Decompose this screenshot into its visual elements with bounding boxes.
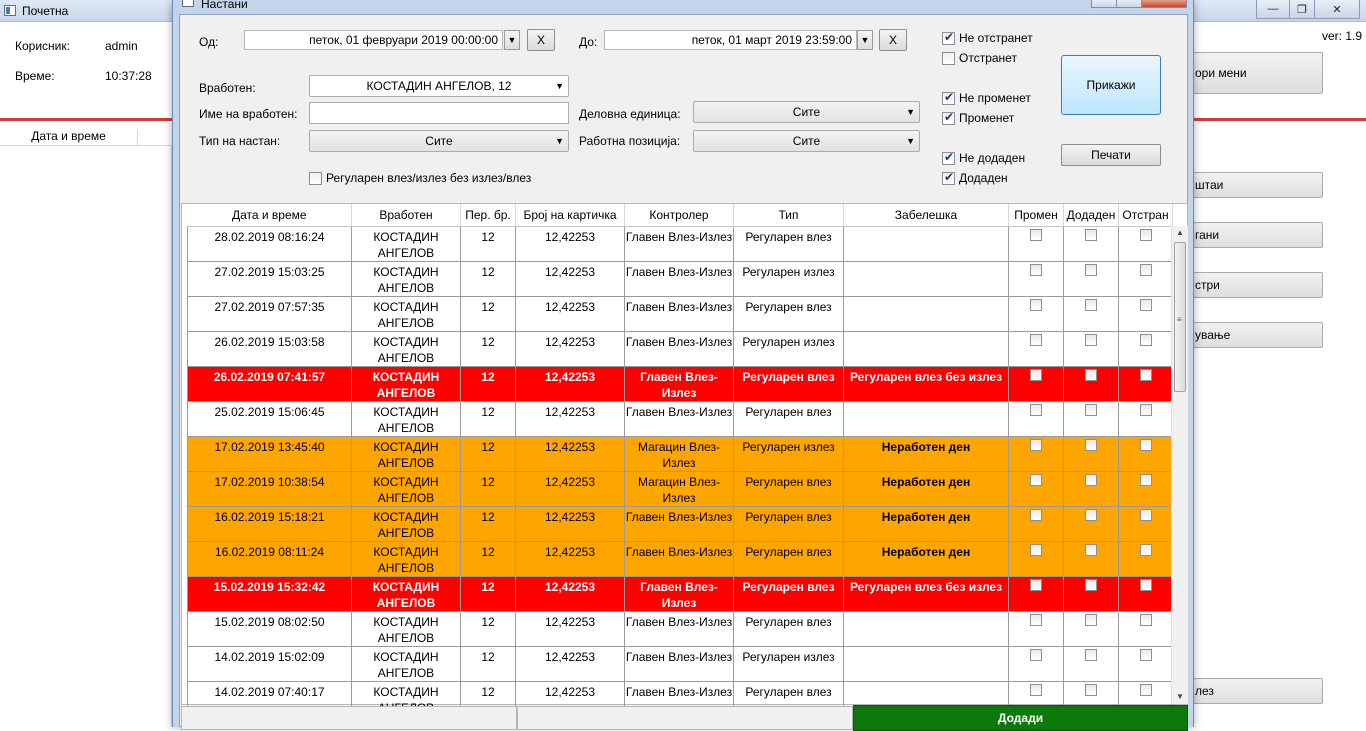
- cell-type: Регуларен влез: [734, 681, 844, 716]
- table-row[interactable]: [188, 296, 1173, 331]
- print-button[interactable]: Печати: [1061, 144, 1161, 166]
- cell-employee: КОСТАДИН АНГЕЛОВ: [352, 471, 461, 506]
- cell-note: Неработен ден: [844, 506, 1009, 541]
- column-header-type[interactable]: Тип: [734, 204, 844, 226]
- removed-checkbox[interactable]: [1140, 404, 1152, 416]
- cell-changed: [1009, 611, 1064, 646]
- main-menu-button[interactable]: [1186, 52, 1323, 94]
- cell-personal-number: 12: [461, 226, 516, 261]
- side-button-1[interactable]: [1186, 172, 1323, 198]
- cell-controller: Главен Влез-Излез: [625, 331, 734, 366]
- not-added-checkbox-label: Не додаден: [959, 151, 1026, 165]
- maximize-icon[interactable]: ❐: [1289, 0, 1315, 19]
- cell-added: [1064, 436, 1119, 471]
- cell-added: [1064, 646, 1119, 681]
- cell-datetime: 17.02.2019 13:45:40: [188, 436, 352, 471]
- add-button[interactable]: Додади: [853, 705, 1188, 731]
- cell-note: [844, 646, 1009, 681]
- added-checkbox[interactable]: [1085, 509, 1097, 521]
- cell-added: [1064, 611, 1119, 646]
- removed-checkbox[interactable]: [1140, 369, 1152, 381]
- cell-employee: КОСТАДИН АНГЕЛОВ: [352, 506, 461, 541]
- cell-type: Регуларен влез: [734, 401, 844, 436]
- cell-personal-number: 12: [461, 296, 516, 331]
- removed-checkbox[interactable]: [1140, 334, 1152, 346]
- cell-personal-number: 12: [461, 576, 516, 611]
- cell-card-number: 12,42253: [516, 226, 625, 261]
- table-row[interactable]: [188, 541, 1173, 576]
- cell-controller: Магацин Влез-Излез: [625, 471, 734, 506]
- checkbox-box[interactable]: [942, 52, 955, 65]
- side-button-3-label: стри: [1195, 278, 1220, 292]
- changed-checkbox[interactable]: [1030, 649, 1042, 661]
- employee-label: Вработен:: [199, 81, 256, 95]
- cell-employee: КОСТАДИН АНГЕЛОВ: [352, 401, 461, 436]
- cell-changed: [1009, 506, 1064, 541]
- from-date-dropdown-icon[interactable]: ▼: [504, 30, 520, 50]
- work-position-select[interactable]: [693, 130, 920, 152]
- cell-datetime: 14.02.2019 07:40:17: [188, 681, 352, 716]
- cell-removed: [1119, 401, 1173, 436]
- column-header-added[interactable]: Додаден: [1064, 204, 1119, 226]
- dialog-close-icon[interactable]: [1141, 0, 1187, 8]
- cell-controller: Главен Влез-Излез: [625, 296, 734, 331]
- added-checkbox-label: Додаден: [959, 171, 1008, 185]
- cell-employee: КОСТАДИН АНГЕЛОВ: [352, 646, 461, 681]
- cell-personal-number: 12: [461, 471, 516, 506]
- side-button-5-label: лез: [1195, 684, 1214, 698]
- added-checkbox[interactable]: [1085, 439, 1097, 451]
- grid-header-row: [188, 204, 1173, 226]
- column-header-note[interactable]: Забелешка: [844, 204, 1009, 226]
- user-label: Корисник:: [15, 39, 70, 53]
- removed-checkbox[interactable]: [1140, 544, 1152, 556]
- cell-removed: [1119, 471, 1173, 506]
- business-unit-select-value: Сите: [792, 105, 821, 119]
- work-position-label: Работна позиција:: [579, 134, 681, 148]
- clear-from-button[interactable]: X: [527, 29, 555, 51]
- table-row[interactable]: [188, 261, 1173, 296]
- changed-checkbox[interactable]: [1030, 544, 1042, 556]
- checkbox-box[interactable]: [942, 32, 955, 45]
- regular-inout-checkbox[interactable]: [309, 171, 531, 185]
- removed-checkbox[interactable]: [1140, 439, 1152, 451]
- added-checkbox[interactable]: [1085, 579, 1097, 591]
- cell-added: [1064, 366, 1119, 401]
- cell-type: Регуларен влез: [734, 296, 844, 331]
- cell-note: [844, 331, 1009, 366]
- events-table: [187, 204, 1173, 717]
- cell-changed: [1009, 541, 1064, 576]
- main-window-title: Почетна: [22, 4, 69, 18]
- table-row[interactable]: [188, 506, 1173, 541]
- cell-personal-number: 12: [461, 506, 516, 541]
- cell-removed: [1119, 226, 1173, 261]
- cell-added: [1064, 541, 1119, 576]
- app-window-icon: [4, 5, 16, 16]
- main-grid-body: [0, 146, 172, 727]
- added-checkbox[interactable]: [1085, 264, 1097, 276]
- cell-personal-number: 12: [461, 436, 516, 471]
- cell-note: Регуларен влез без излез: [844, 366, 1009, 401]
- cell-removed: [1119, 331, 1173, 366]
- cell-personal-number: 12: [461, 611, 516, 646]
- cell-datetime: 16.02.2019 08:11:24: [188, 541, 352, 576]
- removed-checkbox[interactable]: [1140, 579, 1152, 591]
- cell-personal-number: 12: [461, 261, 516, 296]
- cell-added: [1064, 506, 1119, 541]
- cell-changed: [1009, 261, 1064, 296]
- cell-card-number: 12,42253: [516, 436, 625, 471]
- cell-added: [1064, 296, 1119, 331]
- scrollbar-thumb[interactable]: [1174, 242, 1186, 392]
- cell-employee: КОСТАДИН АНГЕЛОВ: [352, 366, 461, 401]
- changed-checkbox[interactable]: [1030, 614, 1042, 626]
- cell-employee: КОСТАДИН АНГЕЛОВ: [352, 576, 461, 611]
- not-added-checkbox[interactable]: [942, 151, 1025, 165]
- grid-vertical-scrollbar[interactable]: [1171, 226, 1188, 704]
- cell-datetime: 27.02.2019 15:03:25: [188, 261, 352, 296]
- cell-note: [844, 226, 1009, 261]
- cell-changed: [1009, 576, 1064, 611]
- cell-type: Регуларен влез: [734, 541, 844, 576]
- removed-checkbox-label: Отстранет: [959, 51, 1017, 65]
- changed-checkbox-label: Променет: [959, 111, 1015, 125]
- to-date-picker[interactable]: петок, 01 март 2019 23:59:00: [604, 30, 857, 50]
- changed-checkbox[interactable]: [1030, 579, 1042, 591]
- table-row[interactable]: [188, 576, 1173, 611]
- column-header-removed[interactable]: Отстран: [1119, 204, 1173, 226]
- added-checkbox[interactable]: [1085, 684, 1097, 696]
- cell-type: Регуларен излез: [734, 331, 844, 366]
- removed-checkbox[interactable]: [1140, 299, 1152, 311]
- cell-type: Регуларен влез: [734, 366, 844, 401]
- dialog-title: Настани: [201, 0, 248, 11]
- not-changed-checkbox-label: Не променет: [959, 91, 1031, 105]
- checkbox-box[interactable]: [942, 92, 955, 105]
- grid-body: [188, 226, 1173, 716]
- regular-inout-checkbox-label: Регуларен влез/излез без излез/влез: [326, 171, 532, 185]
- cell-card-number: 12,42253: [516, 576, 625, 611]
- cell-removed: [1119, 506, 1173, 541]
- cell-note: [844, 611, 1009, 646]
- added-checkbox[interactable]: [1085, 544, 1097, 556]
- not-removed-checkbox[interactable]: [942, 31, 1033, 45]
- cell-card-number: 12,42253: [516, 541, 625, 576]
- to-date-dropdown-icon[interactable]: ▼: [857, 30, 873, 50]
- column-header-personal-number[interactable]: Пер. бр.: [461, 204, 516, 226]
- employee-name-label: Име на вработен:: [199, 107, 298, 121]
- cell-card-number: 12,42253: [516, 261, 625, 296]
- cell-employee: КОСТАДИН АНГЕЛОВ: [352, 436, 461, 471]
- changed-checkbox[interactable]: [1030, 299, 1042, 311]
- removed-checkbox[interactable]: [1140, 509, 1152, 521]
- changed-checkbox[interactable]: [1030, 439, 1042, 451]
- changed-checkbox[interactable]: [1030, 369, 1042, 381]
- added-checkbox[interactable]: [1085, 404, 1097, 416]
- clear-to-button[interactable]: X: [879, 29, 907, 51]
- side-button-1-label: штаи: [1195, 178, 1224, 192]
- changed-checkbox[interactable]: [1030, 684, 1042, 696]
- cell-datetime: 27.02.2019 07:57:35: [188, 296, 352, 331]
- cell-added: [1064, 576, 1119, 611]
- removed-checkbox[interactable]: [1140, 649, 1152, 661]
- cell-controller: Магацин Влез-Излез: [625, 436, 734, 471]
- cell-card-number: 12,42253: [516, 401, 625, 436]
- cell-changed: [1009, 366, 1064, 401]
- cell-personal-number: 12: [461, 401, 516, 436]
- changed-checkbox[interactable]: [1030, 334, 1042, 346]
- side-button-4-label: ување: [1195, 328, 1231, 342]
- event-type-label: Тип на настан:: [199, 134, 281, 148]
- table-row[interactable]: [188, 366, 1173, 401]
- cell-added: [1064, 226, 1119, 261]
- chevron-down-icon: ▼: [555, 81, 564, 91]
- cell-note: Регуларен влез без излез: [844, 576, 1009, 611]
- removed-checkbox[interactable]: [1140, 684, 1152, 696]
- cell-controller: Главен Влез-Излез: [625, 366, 734, 401]
- cell-note: [844, 261, 1009, 296]
- cell-changed: [1009, 296, 1064, 331]
- chevron-down-icon: ▼: [906, 136, 915, 146]
- added-checkbox[interactable]: [942, 171, 1008, 185]
- close-icon[interactable]: ✕: [1314, 0, 1360, 19]
- time-label: Време:: [15, 69, 55, 83]
- work-position-select-value: Сите: [792, 134, 821, 148]
- event-type-select-value: Сите: [425, 134, 453, 148]
- cell-removed: [1119, 296, 1173, 331]
- cell-employee: КОСТАДИН АНГЕЛОВ: [352, 611, 461, 646]
- footer-cell-middle: [517, 706, 853, 730]
- cell-added: [1064, 261, 1119, 296]
- to-label: До:: [579, 35, 598, 49]
- dialog-maximize-icon[interactable]: [1116, 0, 1142, 8]
- added-checkbox[interactable]: [1085, 649, 1097, 661]
- version-label: ver: 1.9: [1322, 29, 1363, 43]
- cell-card-number: 12,42253: [516, 366, 625, 401]
- removed-checkbox[interactable]: [1140, 229, 1152, 241]
- scroll-up-icon[interactable]: ▲: [1176, 228, 1184, 237]
- column-header-datetime[interactable]: Дата и време: [188, 204, 352, 226]
- cell-removed: [1119, 576, 1173, 611]
- cell-type: Регуларен влез: [734, 576, 844, 611]
- cell-employee: КОСТАДИН АНГЕЛОВ: [352, 541, 461, 576]
- checkbox-box[interactable]: [942, 172, 955, 185]
- cell-controller: Главен Влез-Излез: [625, 506, 734, 541]
- added-checkbox[interactable]: [1085, 299, 1097, 311]
- table-row[interactable]: [188, 401, 1173, 436]
- cell-type: Регуларен влез: [734, 506, 844, 541]
- added-checkbox[interactable]: [1085, 229, 1097, 241]
- cell-controller: Главен Влез-Излез: [625, 261, 734, 296]
- table-row[interactable]: [188, 436, 1173, 471]
- cell-datetime: 14.02.2019 15:02:09: [188, 646, 352, 681]
- minimize-icon[interactable]: —: [1256, 0, 1290, 19]
- cell-removed: [1119, 261, 1173, 296]
- table-row[interactable]: [188, 331, 1173, 366]
- cell-note: [844, 401, 1009, 436]
- cell-added: [1064, 401, 1119, 436]
- removed-checkbox[interactable]: [1140, 474, 1152, 486]
- checkbox-box[interactable]: [942, 152, 955, 165]
- table-row[interactable]: [188, 611, 1173, 646]
- dialog-minimize-icon[interactable]: [1091, 0, 1117, 8]
- cell-card-number: 12,42253: [516, 471, 625, 506]
- footer-cell-left: [181, 706, 517, 730]
- cell-changed: [1009, 401, 1064, 436]
- cell-removed: [1119, 646, 1173, 681]
- cell-personal-number: 12: [461, 541, 516, 576]
- checkbox-box[interactable]: [309, 172, 322, 185]
- added-checkbox[interactable]: [1085, 369, 1097, 381]
- cell-type: Регуларен излез: [734, 436, 844, 471]
- cell-controller: Главен Влез-Излез: [625, 646, 734, 681]
- from-label: Од:: [199, 35, 219, 49]
- side-button-4[interactable]: [1186, 322, 1323, 348]
- column-header-card-number[interactable]: Број на картичка: [516, 204, 625, 226]
- cell-card-number: 12,42253: [516, 681, 625, 716]
- dialog-client-area: [179, 14, 1188, 727]
- cell-controller: Главен Влез-Излез: [625, 541, 734, 576]
- employee-select[interactable]: [309, 75, 569, 97]
- cell-note: Неработен ден: [844, 436, 1009, 471]
- time-value: 10:37:28: [105, 69, 152, 83]
- column-header-employee[interactable]: Вработен: [352, 204, 461, 226]
- changed-checkbox[interactable]: [942, 111, 1014, 125]
- added-checkbox[interactable]: [1085, 334, 1097, 346]
- main-grid-header: [0, 124, 172, 146]
- user-value: admin: [105, 39, 138, 53]
- cell-added: [1064, 331, 1119, 366]
- cell-card-number: 12,42253: [516, 296, 625, 331]
- cell-type: Регуларен влез: [734, 226, 844, 261]
- removed-checkbox[interactable]: [1140, 614, 1152, 626]
- cell-type: Регуларен излез: [734, 646, 844, 681]
- events-grid: [181, 203, 1188, 705]
- added-checkbox[interactable]: [1085, 614, 1097, 626]
- business-unit-select[interactable]: [693, 101, 920, 123]
- added-checkbox[interactable]: [1085, 474, 1097, 486]
- side-button-3[interactable]: [1186, 272, 1323, 298]
- cell-employee: КОСТАДИН АНГЕЛОВ: [352, 331, 461, 366]
- not-removed-checkbox-label: Не отстранет: [959, 31, 1033, 45]
- cell-datetime: 16.02.2019 15:18:21: [188, 506, 352, 541]
- cell-added: [1064, 471, 1119, 506]
- cell-note: Неработен ден: [844, 471, 1009, 506]
- cell-controller: Главен Влез-Излез: [625, 681, 734, 716]
- cell-changed: [1009, 646, 1064, 681]
- cell-removed: [1119, 611, 1173, 646]
- cell-controller: Главен Влез-Излез: [625, 576, 734, 611]
- cell-note: [844, 296, 1009, 331]
- cell-personal-number: 12: [461, 331, 516, 366]
- cell-employee: КОСТАДИН АНГЕЛОВ: [352, 296, 461, 331]
- cell-card-number: 12,42253: [516, 506, 625, 541]
- dialog-window-icon: [182, 0, 194, 7]
- cell-personal-number: 12: [461, 646, 516, 681]
- cell-controller: Главен Влез-Излез: [625, 611, 734, 646]
- show-button[interactable]: Прикажи: [1061, 55, 1161, 115]
- business-unit-label: Деловна единица:: [579, 107, 681, 121]
- cell-datetime: 26.02.2019 15:03:58: [188, 331, 352, 366]
- chevron-down-icon: ▼: [555, 136, 564, 146]
- cell-employee: КОСТАДИН АНГЕЛОВ: [352, 226, 461, 261]
- cell-removed: [1119, 436, 1173, 471]
- cell-datetime: 26.02.2019 07:41:57: [188, 366, 352, 401]
- cell-personal-number: 12: [461, 681, 516, 716]
- chevron-down-icon: ▼: [906, 107, 915, 117]
- cell-changed: [1009, 471, 1064, 506]
- events-dialog: [172, 0, 1194, 727]
- employee-name-input[interactable]: [309, 102, 569, 124]
- cell-changed: [1009, 331, 1064, 366]
- side-button-2-label: гани: [1195, 228, 1220, 242]
- changed-checkbox[interactable]: [1030, 404, 1042, 416]
- side-button-5[interactable]: [1186, 678, 1323, 704]
- cell-employee: КОСТАДИН АНГЕЛОВ: [352, 261, 461, 296]
- cell-note: Неработен ден: [844, 541, 1009, 576]
- main-grid-column-datetime[interactable]: Дата и време: [0, 129, 138, 145]
- cell-card-number: 12,42253: [516, 611, 625, 646]
- column-header-controller[interactable]: Контролер: [625, 204, 734, 226]
- event-type-select[interactable]: [309, 130, 569, 152]
- cell-removed: [1119, 541, 1173, 576]
- cell-type: Регуларен излез: [734, 261, 844, 296]
- from-date-picker[interactable]: петок, 01 февруари 2019 00:00:00: [244, 30, 503, 50]
- cell-type: Регуларен влез: [734, 611, 844, 646]
- changed-checkbox[interactable]: [1030, 474, 1042, 486]
- cell-datetime: 17.02.2019 10:38:54: [188, 471, 352, 506]
- removed-checkbox[interactable]: [942, 51, 1017, 65]
- cell-personal-number: 12: [461, 366, 516, 401]
- table-row[interactable]: [188, 646, 1173, 681]
- cell-datetime: 15.02.2019 08:02:50: [188, 611, 352, 646]
- scrollbar-grip-icon: ≡: [1177, 315, 1182, 324]
- cell-controller: Главен Влез-Излез: [625, 401, 734, 436]
- cell-datetime: 15.02.2019 15:32:42: [188, 576, 352, 611]
- table-row[interactable]: [188, 471, 1173, 506]
- removed-checkbox[interactable]: [1140, 264, 1152, 276]
- side-button-2[interactable]: [1186, 222, 1323, 248]
- main-menu-button-label: ори мени: [1195, 66, 1247, 80]
- changed-checkbox[interactable]: [1030, 229, 1042, 241]
- cell-card-number: 12,42253: [516, 331, 625, 366]
- cell-card-number: 12,42253: [516, 646, 625, 681]
- cell-datetime: 25.02.2019 15:06:45: [188, 401, 352, 436]
- cell-changed: [1009, 226, 1064, 261]
- checkbox-box[interactable]: [942, 112, 955, 125]
- employee-select-value: КОСТАДИН АНГЕЛОВ, 12: [366, 79, 512, 93]
- changed-checkbox[interactable]: [1030, 264, 1042, 276]
- cell-type: Регуларен влез: [734, 471, 844, 506]
- not-changed-checkbox[interactable]: [942, 91, 1031, 105]
- cell-changed: [1009, 436, 1064, 471]
- changed-checkbox[interactable]: [1030, 509, 1042, 521]
- cell-controller: Главен Влез-Излез: [625, 226, 734, 261]
- cell-datetime: 28.02.2019 08:16:24: [188, 226, 352, 261]
- cell-removed: [1119, 366, 1173, 401]
- cell-employee: КОСТАДИН: [352, 681, 461, 716]
- table-row[interactable]: [188, 226, 1173, 261]
- column-header-changed[interactable]: Промен: [1009, 204, 1064, 226]
- scroll-down-icon[interactable]: ▼: [1176, 692, 1184, 701]
